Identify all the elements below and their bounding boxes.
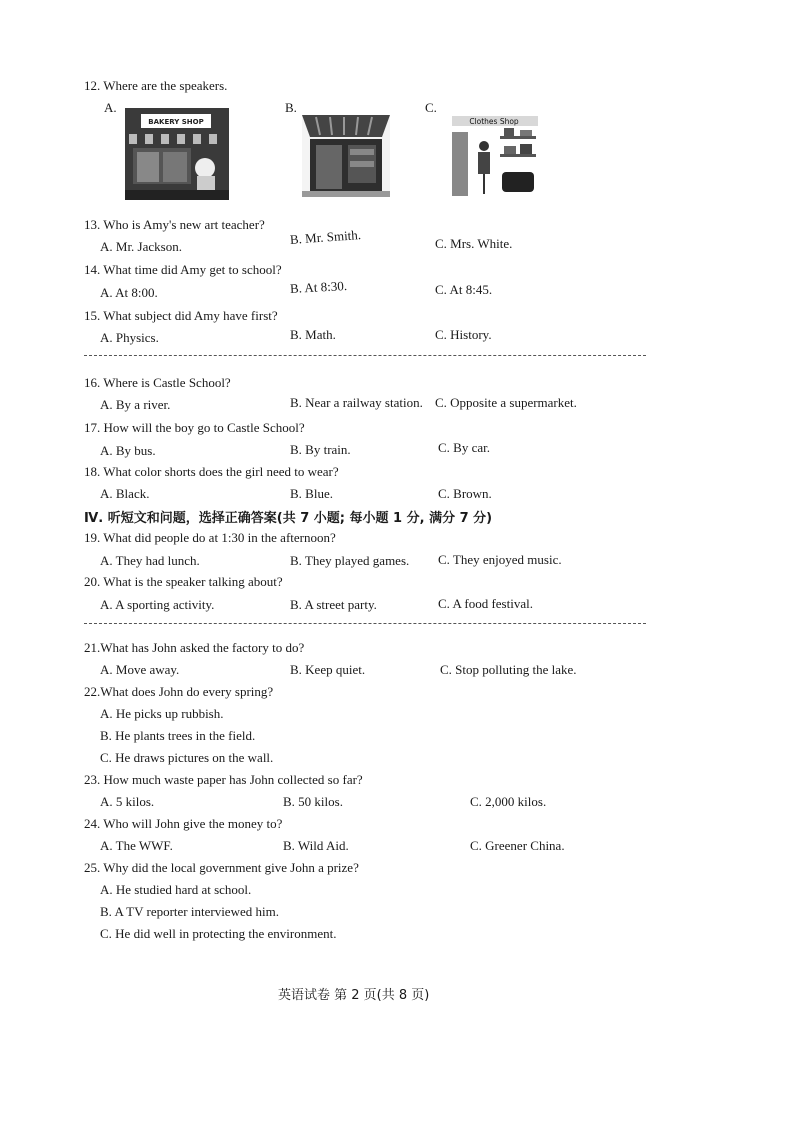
question-17-option-c: C. By car. [438,440,490,455]
question-21-option-a: A. Move away. [100,662,180,677]
question-25-option-a: A. He studied hard at school. [100,882,252,897]
question-22-option-b: B. He plants trees in the field. [100,728,256,743]
question-19-option-a: A. They had lunch. [100,553,200,568]
dashed-divider [84,623,646,624]
question-24-option-a: A. The WWF. [100,838,173,853]
question-13-option-a: A. Mr. Jackson. [100,239,182,254]
question-12-stem: 12. Where are the speakers. [84,78,228,93]
question-14-option-c: C. At 8:45. [435,282,493,297]
question-16-option-a: A. By a river. [100,397,171,412]
question-19-option-b: B. They played games. [290,553,410,568]
question-22-option-c: C. He draws pictures on the wall. [100,750,274,765]
question-23-option-b: B. 50 kilos. [283,794,343,809]
question-13-option-c: C. Mrs. White. [435,236,513,251]
question-14-option-a: A. At 8:00. [100,285,158,300]
question-18-option-c: C. Brown. [438,486,492,501]
bakery-shop-image [125,108,229,200]
clothes-shop-sign-text: Clothes Shop [469,117,519,126]
question-12-label-c: C. [425,100,437,115]
question-17-option-b: B. By train. [290,442,351,457]
question-15-option-b: B. Math. [290,327,336,342]
bakery-shop-illustration [125,108,229,200]
question-25-option-b: B. A TV reporter interviewed him. [100,904,279,919]
question-23-option-c: C. 2,000 kilos. [470,794,547,809]
clothes-shop-image [450,112,540,198]
question-22-stem: 22.What does John do every spring? [84,684,274,699]
question-14-stem: 14. What time did Amy get to school? [84,262,282,277]
question-18-stem: 18. What color shorts does the girl need to wear? [84,464,339,479]
question-16-stem: 16. Where is Castle School? [84,375,231,390]
shop-front-image [302,115,390,197]
question-13-stem: 13. Who is Amy's new art teacher? [84,217,265,232]
question-20-option-c: C. A food festival. [438,596,533,611]
question-22-option-a: A. He picks up rubbish. [100,706,224,721]
question-15-option-c: C. History. [435,327,492,342]
shop-front-illustration [302,115,390,197]
question-12-label-a: A. [104,100,117,115]
question-14-option-b: B. At 8:30. [289,278,348,296]
question-20-stem: 20. What is the speaker talking about? [84,574,283,589]
page-footer: 英语试卷 第 2 页(共 8 页) [278,988,430,1003]
question-23-option-a: A. 5 kilos. [100,794,155,809]
question-24-option-b: B. Wild Aid. [283,838,349,853]
bakery-sign-text: BAKERY SHOP [148,118,204,126]
clothes-shop-illustration [450,112,540,198]
question-13-option-b: B. Mr. Smith. [289,227,362,247]
question-25-option-c: C. He did well in protecting the environment. [100,926,337,941]
question-24-stem: 24. Who will John give the money to? [84,816,283,831]
section-4-heading: Ⅳ. 听短文和问题，选择正确答案(共 7 小题; 每小题 1 分, 满分 7 分) [84,511,493,526]
question-19-option-c: C. They enjoyed music. [438,552,562,567]
question-17-stem: 17. How will the boy go to Castle School? [84,420,305,435]
question-15-stem: 15. What subject did Amy have first? [84,308,278,323]
dashed-divider [84,355,646,356]
question-21-stem: 21.What has John asked the factory to do? [84,640,305,655]
question-19-stem: 19. What did people do at 1:30 in the afternoon? [84,530,336,545]
question-21-option-c: C. Stop polluting the lake. [440,662,577,677]
question-21-option-b: B. Keep quiet. [290,662,366,677]
question-24-option-c: C. Greener China. [470,838,565,853]
question-20-option-a: A. A sporting activity. [100,597,215,612]
question-23-stem: 23. How much waste paper has John collected so far? [84,772,363,787]
question-17-option-a: A. By bus. [100,443,156,458]
question-25-stem: 25. Why did the local government give John a prize? [84,860,359,875]
question-15-option-a: A. Physics. [100,330,159,345]
question-16-option-b: B. Near a railway station. [290,395,423,410]
question-18-option-b: B. Blue. [290,486,333,501]
question-16-option-c: C. Opposite a supermarket. [435,395,577,410]
question-12-label-b: B. [285,100,297,115]
question-20-option-b: B. A street party. [290,597,377,612]
question-18-option-a: A. Black. [100,486,150,501]
